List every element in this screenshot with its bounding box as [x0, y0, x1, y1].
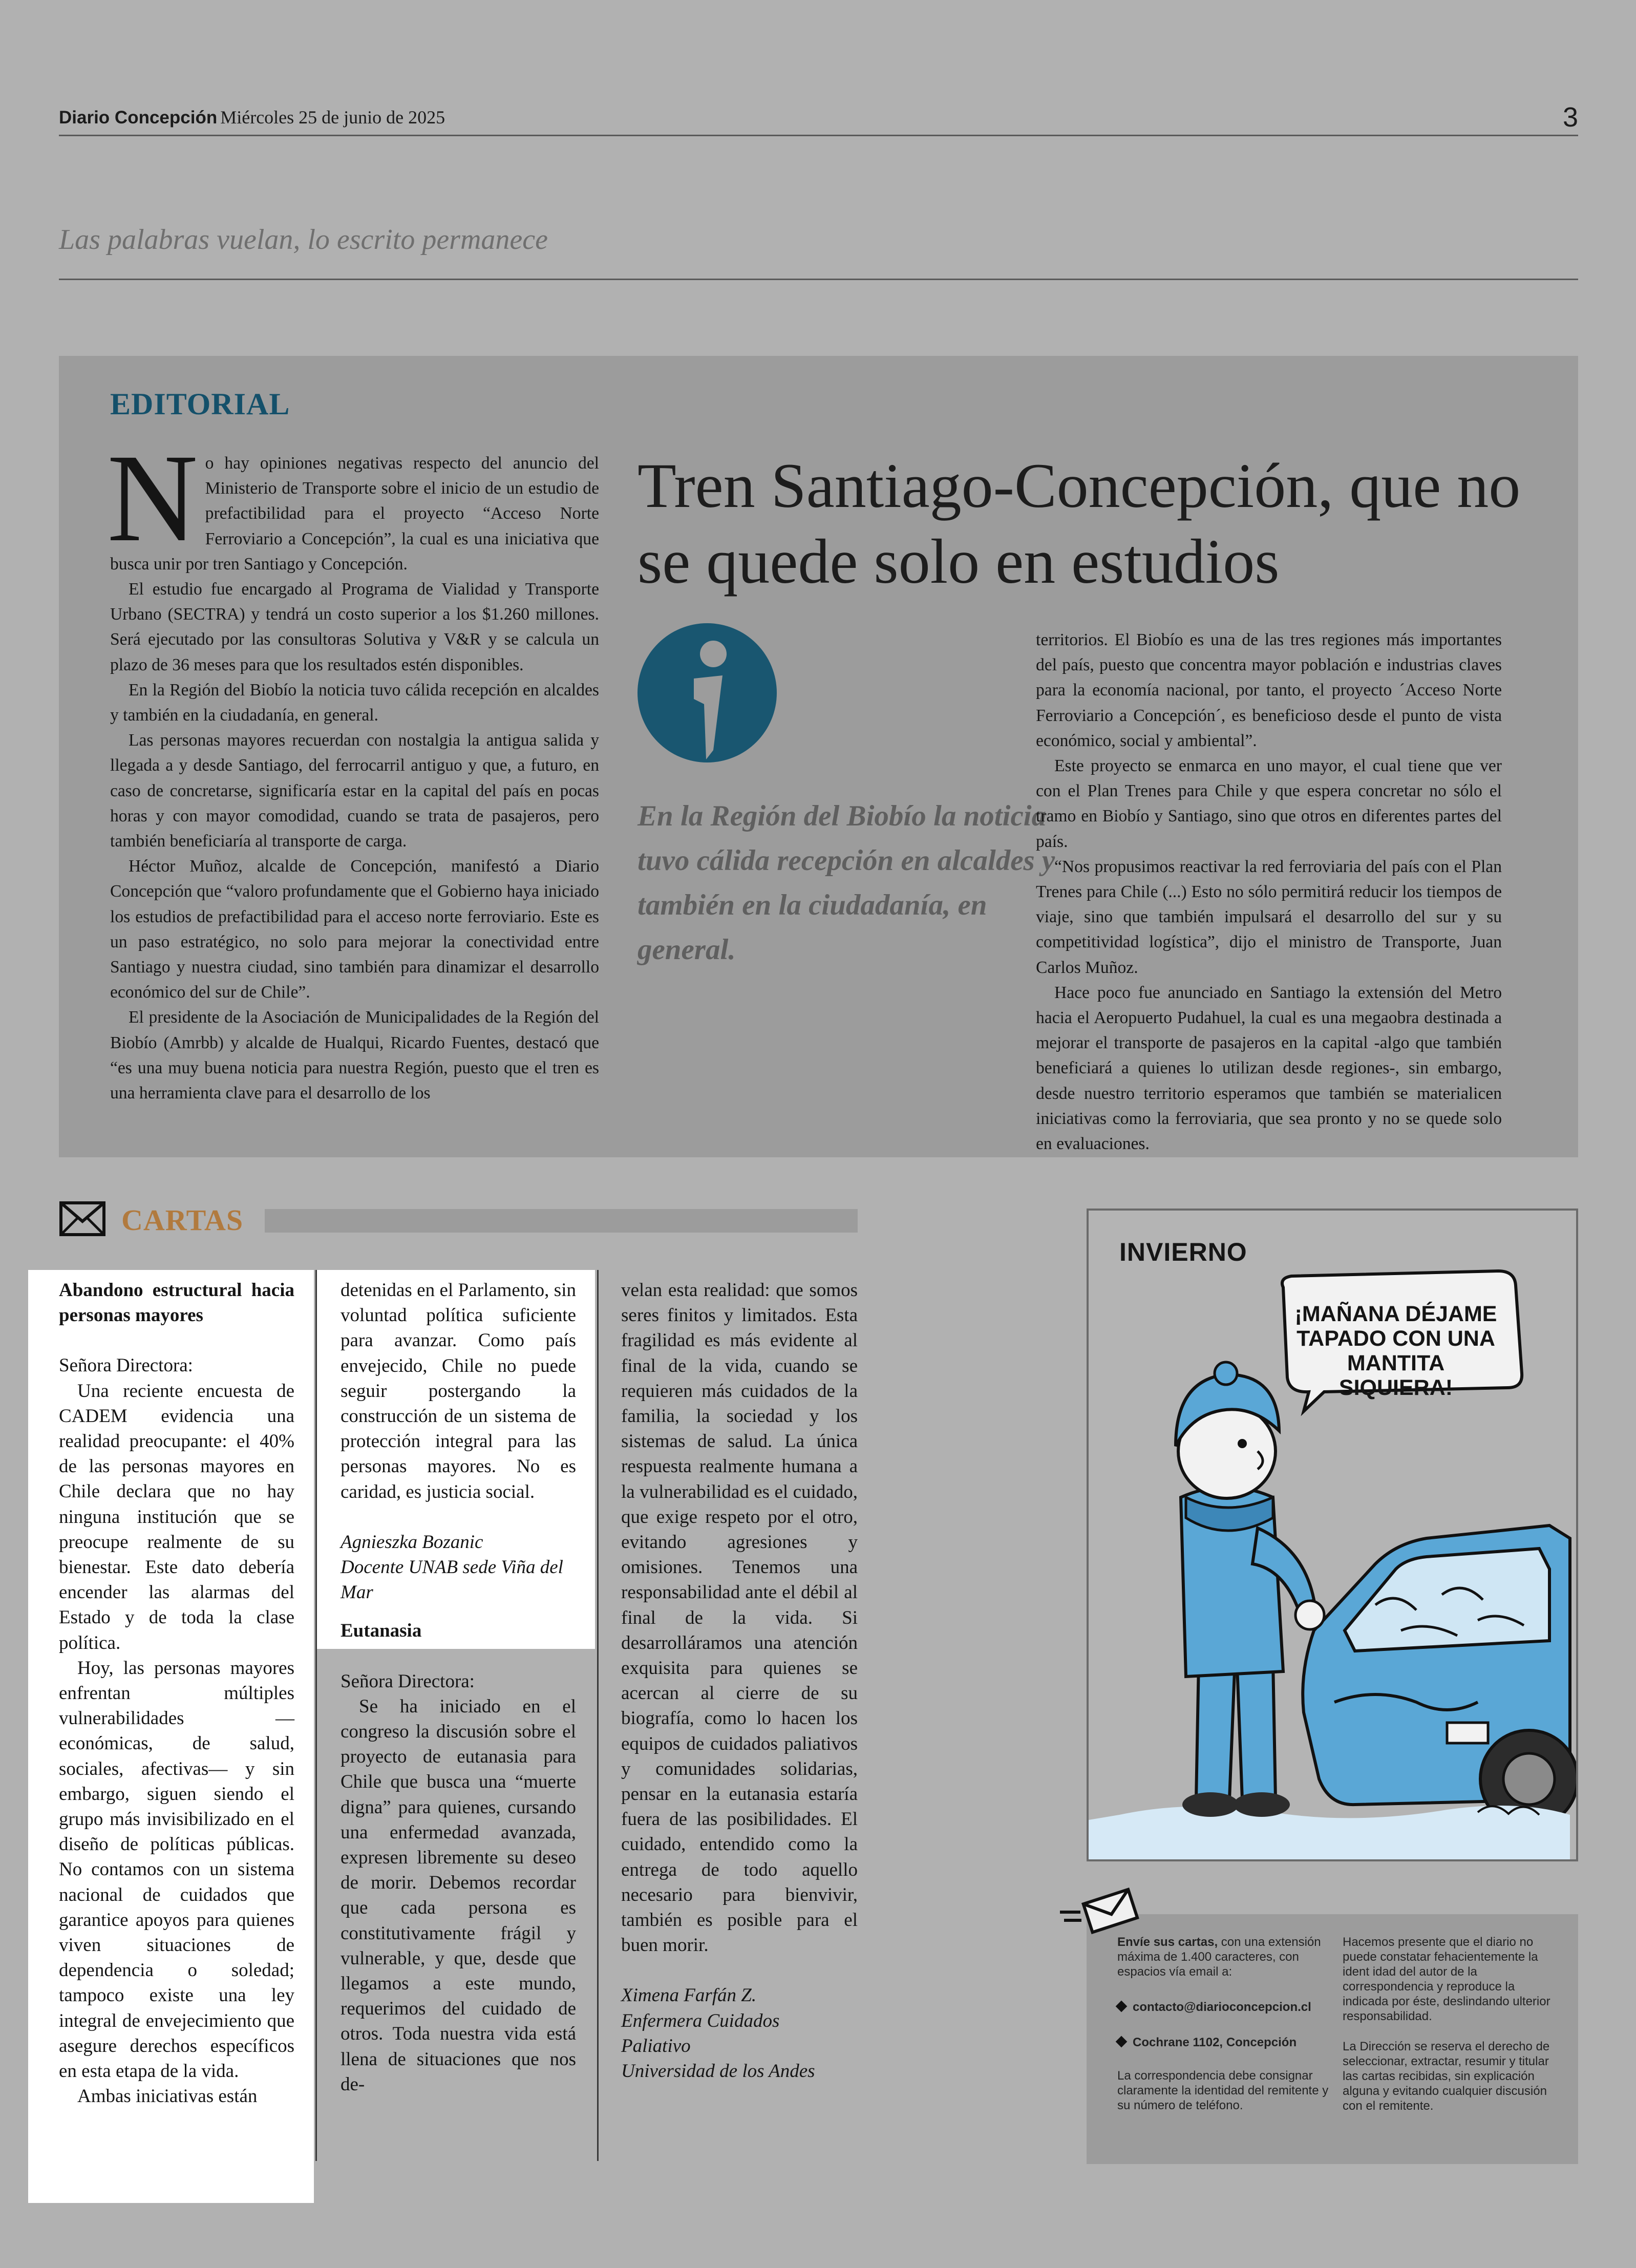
editorial-paragraph: El estudio fue encargado al Programa de Vialidad y Transporte Urbano (SECTRA) y tendrá un costo superior a los $1.260 millones. Será ejecutado por las consultoras Solutiva y V&R y se calcula un plazo de 36 meses para que los resultados estén disponibles.: [110, 580, 599, 674]
letter-salutation: Señora Directora:: [59, 1355, 193, 1376]
column-rule: [315, 1270, 317, 2161]
motto-divider: [59, 279, 1578, 280]
letter-salutation: Señora Directora:: [341, 1670, 475, 1692]
submission-disclaimer: [1343, 1935, 1558, 2113]
editorial-pull-quote: En la Región del Biobío la noticia tuvo cálida recepción en alcaldes y también en la ciudadanía, en general.: [638, 800, 1055, 966]
submission-email[interactable]: contacto@diarioconcepcion.cl: [1117, 2000, 1332, 2015]
letter-signature-name: Agnieszka Bozanic: [341, 1531, 483, 1553]
envelope-icon: [59, 1201, 106, 1238]
editorial-label: EDITORIAL: [110, 387, 290, 421]
section-motto: Las palabras vuelan, lo escrito permanece: [59, 224, 548, 256]
letter-signature-title: Paliativo: [621, 2035, 691, 2057]
letters-column-2: [341, 1278, 576, 2097]
disclaimer-paragraph: La Dirección se reserva el derecho de seleccionar, extractar, resumir y titular las cartas recibidas, sin explicación alguna y evitando cualquier discusión con el remitente.: [1343, 2040, 1550, 2113]
info-icon: [636, 622, 778, 764]
page-number: 3: [1562, 102, 1578, 133]
cartas-header-bar: [265, 1209, 858, 1233]
submission-note: La correspondencia debe consignar claramente la identidad del remitente y su número de teléfono.: [1117, 2069, 1329, 2112]
masthead: [59, 102, 1578, 136]
editorial-paragraph: No hay opiniones negativas respecto del anuncio del Ministerio de Transporte sobre el inicio de un estudio de prefactibilidad para el proyecto “Acceso Norte Ferroviario a Concepción”, la cual es una iniciativa que busca unir por tren Santiago y Concepción.: [107, 429, 599, 574]
newspaper-name: Diario Concepción: [59, 108, 218, 128]
submission-lead: Envíe sus cartas, con una extensión máxima de 1.400 caracteres, con espacios vía email a:: [1117, 1935, 1321, 1979]
letter-paragraph: Ambas iniciativas están: [77, 2086, 258, 2107]
editorial-paragraph: Este proyecto se enmarca en uno mayor, el cual tiene que ver con el Plan Trenes para Chile y que espera concretar no sólo el tramo en Biobío y Santiago, sino que otros en diferentes partes del país.: [1036, 756, 1502, 851]
submission-instructions: [1117, 1935, 1332, 2113]
editorial-cartoon: [1087, 1209, 1578, 1861]
cartoon-title: INVIERNO: [1119, 1238, 1247, 1266]
cartas-label: CARTAS: [121, 1203, 244, 1237]
editorial-panel: [59, 356, 1578, 1157]
letter-signature-title: Docente UNAB sede Viña del Mar: [341, 1557, 563, 1603]
editorial-paragraph: territorios. El Biobío es una de las tres regiones más importantes del país, puesto que concentra mayor población e industrias claves para la economía nacional, por tanto, el proyecto ´Acceso Norte Ferroviario a Concepción´, es beneficioso desde el punto de vista económico, social y ambiental”.: [1036, 630, 1502, 750]
letters-column-1: [59, 1278, 294, 2109]
flying-envelope-icon: [1055, 1884, 1142, 1936]
speech-bubble-text: ¡MAÑANA DÉJAME TAPADO CON UNA MANTITA SIQUIERA!: [1294, 1302, 1497, 1400]
submission-address: Cochrane 1102, Concepción: [1117, 2035, 1332, 2050]
disclaimer-paragraph: Hacemos presente que el diario no puede constatar fehacientemente la ident idad del autor de la correspondencia y reproduce la indicada por éste, deslindando ulterior responsabilidad.: [1343, 1935, 1550, 2023]
letter-signature-title: Enfermera Cuidados: [621, 2010, 780, 2031]
editorial-headline: Tren Santiago-Concepción, que no se quede solo en estudios: [638, 451, 1521, 597]
letter-title: Abandono estructural hacia personas mayores: [59, 1280, 294, 1326]
masthead-brand: [59, 107, 445, 128]
diamond-bullet-icon: [1116, 2001, 1128, 2012]
drop-cap: N: [107, 429, 198, 568]
diamond-bullet-icon: [1116, 2036, 1128, 2048]
editorial-paragraph: En la Región del Biobío la noticia tuvo cálida recepción en alcaldes y también en la ciudadanía, en general.: [110, 680, 599, 725]
letter-paragraph: velan esta realidad: que somos seres finitos y limitados. Esta fragilidad es más evidente al final de la vida, cuando se requieren más cuidados de la familia, la sociedad y los sistemas de salud. La única respuesta realmente humana a la vulnerabilidad es el cuidado, que exige respeto por el otro, evitando agresiones y omisiones. Tenemos una responsabilidad ante el débil al final de la vida. Si desarrolláramos una atención exquisita para quienes se acercan al cierre de su biografía, como lo hacen los equipos de cuidados paliativos y comunidades solidarias, pensar en la eutanasia estaría fuera de las posibilidades. El cuidado, entendido como la entrega de todo aquello necesario para bienvivir, también es posible para el buen morir.: [621, 1280, 858, 1956]
editorial-paragraph: Hace poco fue anunciado en Santiago la extensión del Metro hacia el Aeropuerto Pudahuel, la cual es una megaobra destinada a mejorar el transporte de pasajeros en la capital -algo que también beneficiará a quienes lo utilizan desde regiones-, sin embargo, desde nuestro territorio esperamos que también se materialicen iniciativas como la ferroviaria, que sea pronto y no se quede solo en evaluaciones.: [1036, 983, 1502, 1154]
editorial-column-3: [1036, 627, 1502, 1156]
editorial-paragraph: El presidente de la Asociación de Municipalidades de la Región del Biobío (Amrbb) y alcalde de Hualqui, Ricardo Fuentes, destacó que “es una muy buena noticia para nuestra Región, puesto que el tren es una herramienta clave para el desarrollo de los: [110, 1008, 599, 1103]
letter-paragraph: Hoy, las personas mayores enfrentan múltiples vulnerabilidades —económicas, de salud, sociales, afectivas— y sin embargo, siguen siendo el grupo más invisibilizado en el diseño de políticas públicas. No contamos con un sistema nacional de cuidados que garantice apoyos para quienes viven situaciones de dependencia o soledad; tampoco existe una ley integral de envejecimiento que asegure derechos específicos en esta etapa de la vida.: [59, 1657, 294, 2082]
column-rule: [597, 1270, 599, 2161]
issue-date: Miércoles 25 de junio de 2025: [220, 107, 445, 128]
letter-signature-institution: Universidad de los Andes: [621, 2061, 815, 2082]
cartas-header: [59, 1201, 858, 1240]
letter-paragraph: Una reciente encuesta de CADEM evidencia una realidad preocupante: el 40% de las personas mayores en Chile declara que no hay ninguna institución que se preocupe realmente de su bienestar. Este dato debería encender las alarmas del Estado y de toda la clase política.: [59, 1380, 294, 1654]
editorial-paragraph: Héctor Muñoz, alcalde de Concepción, manifestó a Diario Concepción que “valoro profundamente que el Gobierno haya iniciado los estudios de prefactibilidad para el acceso norte ferroviario. Este es un paso estratégico, no solo para mejorar la conectividad entre Santiago y nuestra ciudad, sino también para dinamizar el desarrollo económico del sur de Chile”.: [110, 857, 599, 1002]
editorial-paragraph: “Nos propusimos reactivar la red ferroviaria del país con el Plan Trenes para Chile (...) Esto no sólo permitirá reducir los tiempos de viaje, sino que también impulsará el desarrollo del sur y su competitividad logística”, dijo el ministro de Transporte, Juan Carlos Muñoz.: [1036, 857, 1502, 977]
editorial-paragraph: Las personas mayores recuerdan con nostalgia la antigua salida y llegada a y desde Santiago, del ferrocarril antiguo y que, a futuro, en caso de concretarse, significaría estar en la capital del país en pocas horas y con mayor comodidad, cuando se trata de pasajeros, pero también beneficiaría al transporte de carga.: [110, 731, 599, 851]
letter-paragraph: detenidas en el Parlamento, sin voluntad política suficiente para avanzar. Como país envejecido, Chile no puede seguir postergando la construcción de un sistema de protección integral para las personas mayores. No es caridad, es justicia social.: [341, 1280, 576, 1502]
letter-paragraph: Se ha iniciado en el congreso la discusión sobre el proyecto de eutanasia para Chile que busca una “muerte digna” para quienes, cursando una enfermedad avanzada, expresen libremente su deseo de morir. Debemos recordar que cada persona es constitutivamente frágil y vulnerable, y que, desde que llegamos a este mundo, requerimos del cuidado de otros. Toda nuestra vida está llena de situaciones que nos de-: [341, 1695, 576, 2095]
letter-signature-name: Ximena Farfán Z.: [621, 1985, 757, 2006]
letter-title: Eutanasia: [341, 1620, 422, 1642]
editorial-column-1: [107, 429, 599, 1106]
letters-column-3: [621, 1278, 858, 2084]
